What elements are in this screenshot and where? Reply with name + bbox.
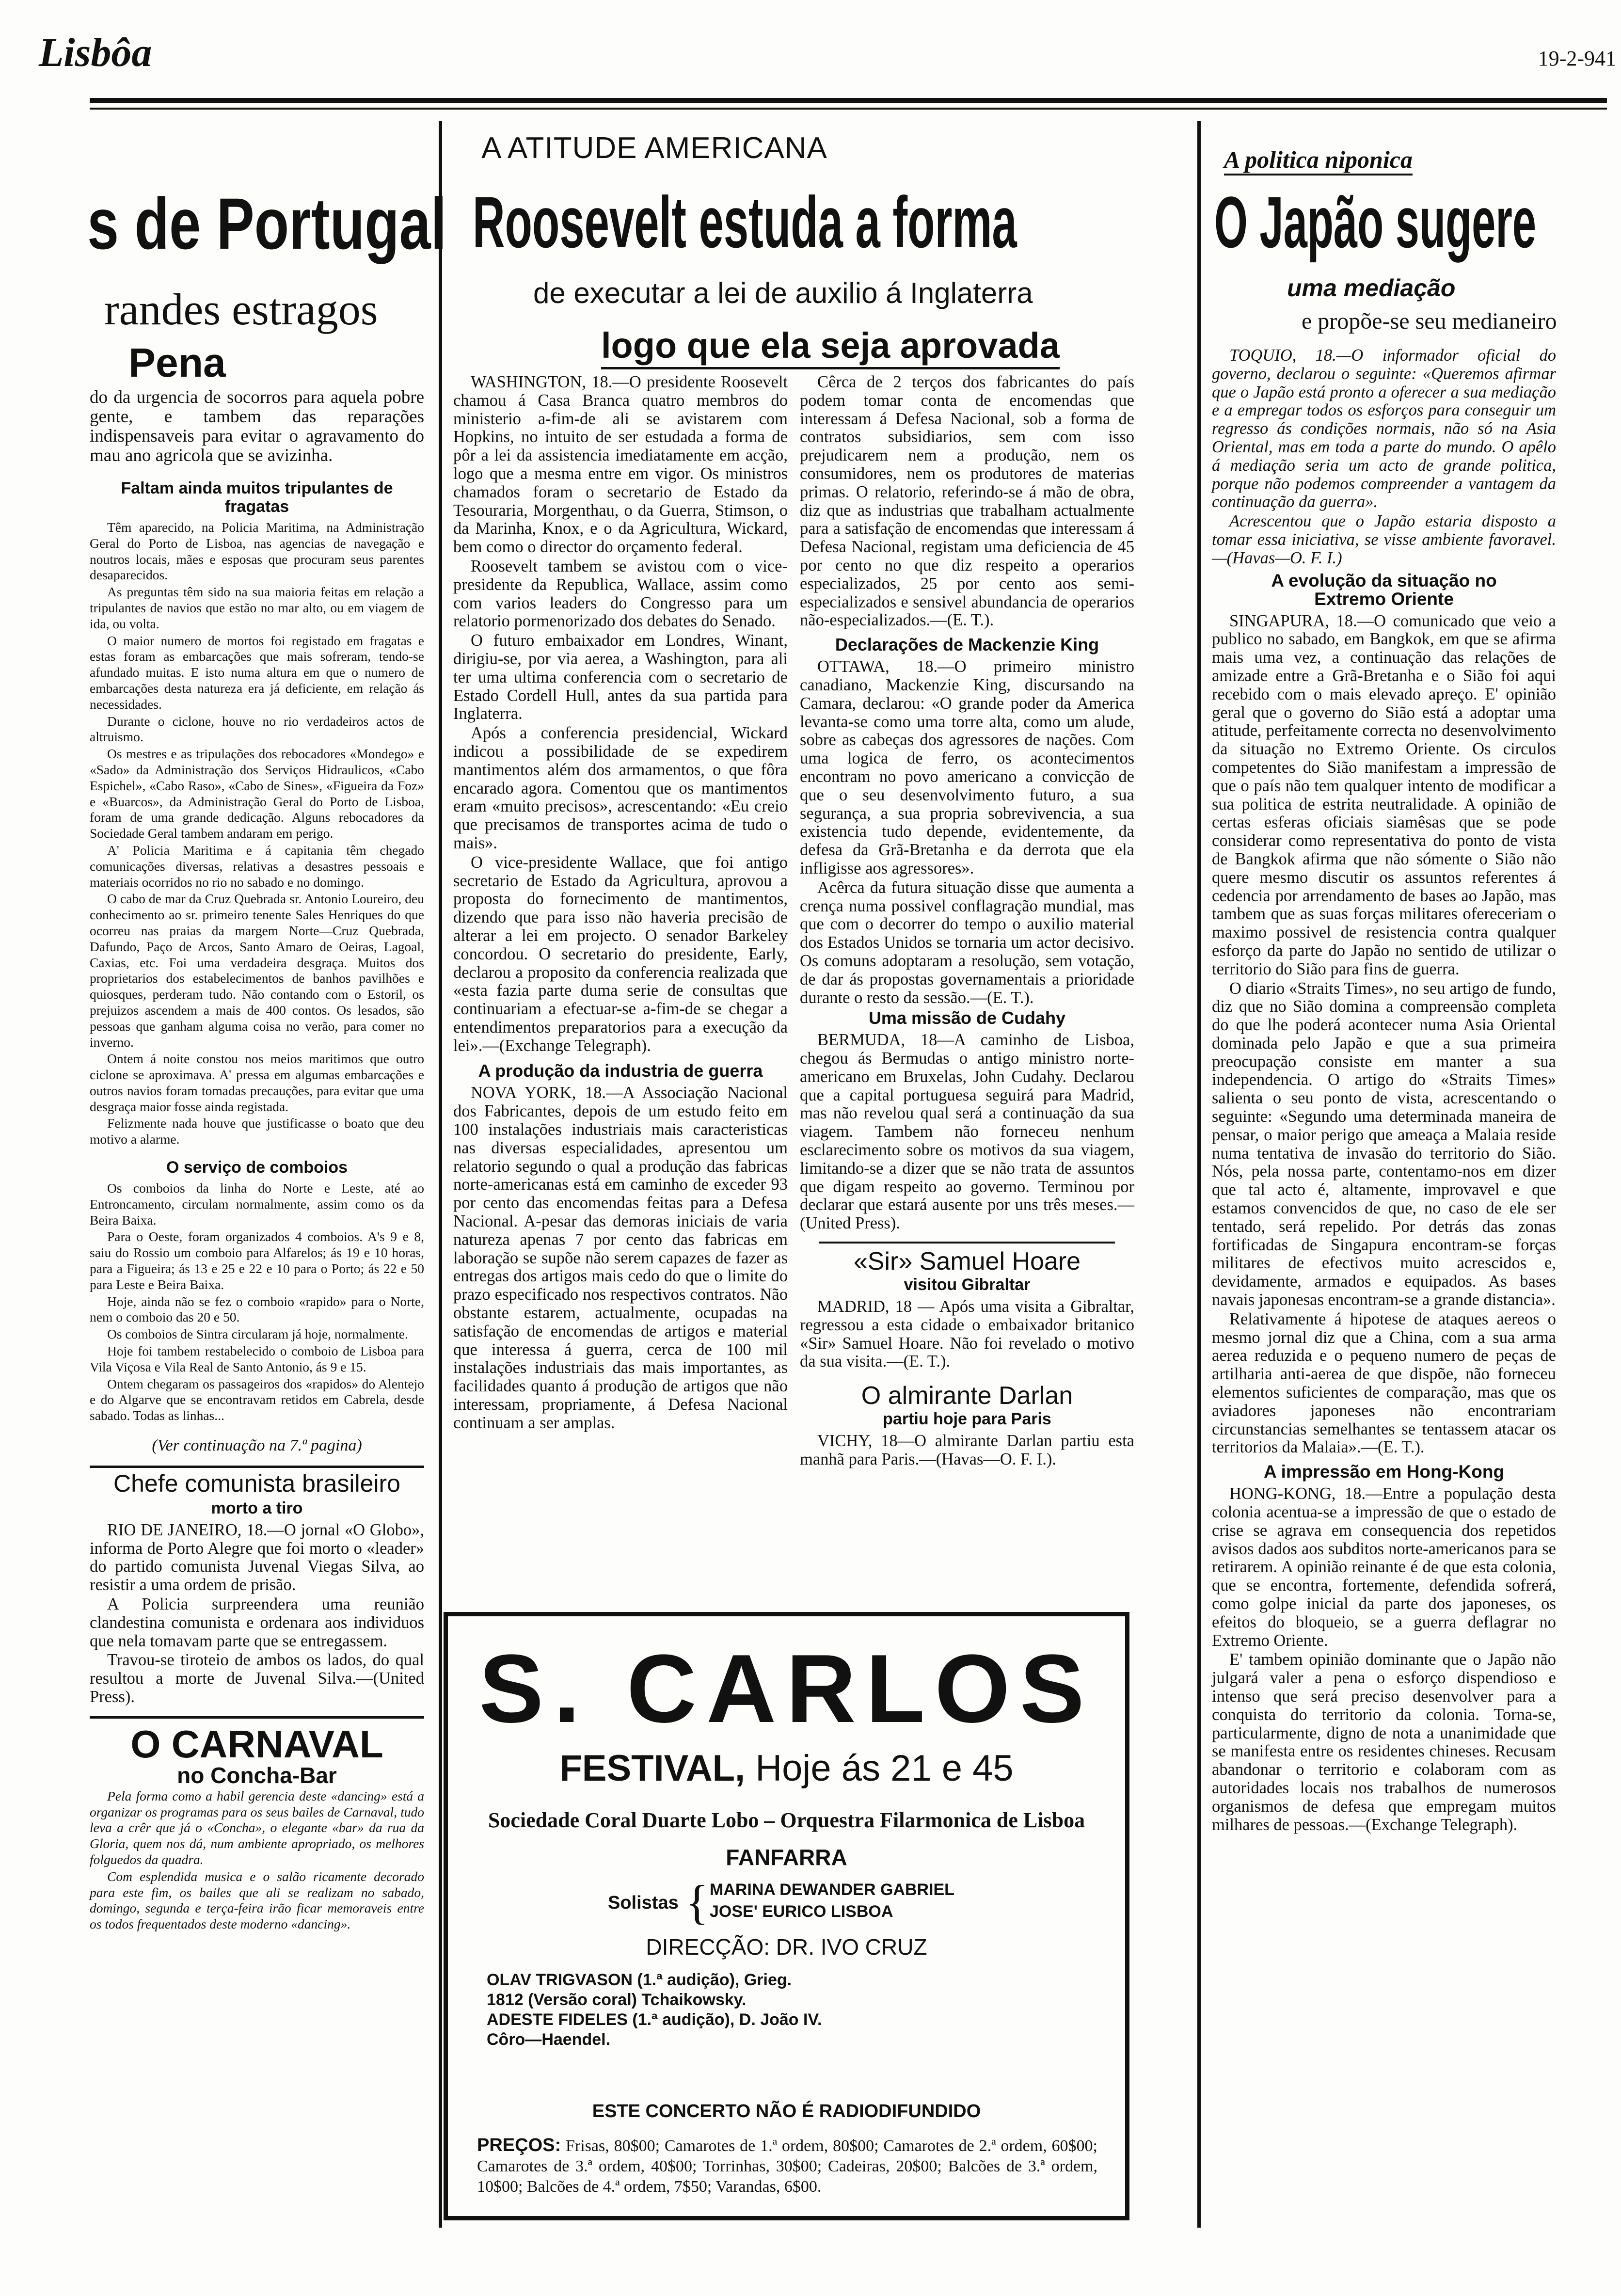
cudahy-title: Uma missão de Cudahy — [868, 1008, 1066, 1028]
ad-ensemble: Sociedade Coral Duarte Lobo – Orquestra Filarmonica de Lisboa — [488, 1808, 1085, 1832]
ad-title: S. CARLOS — [479, 1635, 1094, 1743]
s-carlos-advertisement — [444, 1612, 1129, 2220]
ad-program-item: OLAV TRIGVASON (1.ª audição), Grieg. — [487, 1971, 792, 1989]
left-sec2-p: Os comboios de Sintra circularam já hoje, normalmente. — [107, 1326, 408, 1342]
right-article — [1212, 347, 1556, 1835]
darlan-subtitle: partiu hoje para Paris — [883, 1410, 1051, 1429]
left-lead: do da urgencia de socorros para aquela pobre gente, e tambem das reparações indispensaveis para evitar o agravamento do mau ano agricola que se avizinha. — [90, 387, 424, 465]
ad-festival-line — [448, 1747, 1125, 1789]
left-sec2-title: O serviço de comboios — [166, 1158, 348, 1177]
masthead-date: 19-2-941 — [1538, 47, 1616, 70]
ad-soloist: MARINA DEWANDER GABRIEL — [710, 1881, 954, 1899]
center-b-p: Cêrca de 2 terços dos fabricantes do país podem tomar conta de encomendas que interessam á Defesa Nacional, sob a forma de contratos subsidiarios, sem com isso prejudicarem nem a produção, nem os consumidores, nem os produtores de materias primas. O relatorio, referindo-se á mão de obra, diz que as industrias que trabalham actualmente para a satisfação de encomendas que interessam á Defesa Nacional, registam uma deficiencia de 45 por cento no que diz respeito a operarios especializados, 25 por cento aos semi-especializados e sensivel abundancia de operarios não-especializados.—(E. T.). — [800, 373, 1134, 630]
center-column-a — [453, 373, 788, 1434]
left-article — [90, 388, 424, 1933]
ad-prices-label: PREÇOS: — [477, 2135, 561, 2155]
ad-program — [487, 1970, 822, 2050]
left-sec1-p: As preguntas têm sido na sua maioria feitas em relação a tripulantes de navios que estão no mar alto, ou em viagem de ida, ou volta. — [90, 584, 424, 631]
carnaval-p: Com esplendida musica e o salão ricamente decorado para este fim, os bailes que ali se realizam no sabado, domingo, segunda e terça-feira irão ficar memoraveis entre os todos frequentados deste moderno «dancing». — [90, 1868, 424, 1932]
left-sec1-p: Durante o ciclone, houve no rio verdadeiros actos de altruismo. — [90, 713, 424, 745]
ad-solistas-label: Solistas — [608, 1893, 679, 1913]
chefe-subtitle: morto a tiro — [211, 1499, 303, 1517]
left-headline: s de Portugal — [87, 183, 447, 264]
ad-program-item: ADESTE FIDELES (1.ª audição), D. João IV. — [487, 2010, 822, 2029]
center-column-b — [800, 373, 1134, 1470]
ad-solistas-brace: { — [685, 1875, 709, 1929]
ad-soloist: JOSE' EURICO LISBOA — [710, 1902, 893, 1921]
right-deck-2: e propõe-se seu medianeiro — [1302, 308, 1557, 334]
center-p: O futuro embaixador em Londres, Winant, dirigiu-se, por via aerea, a Washington, para ali ter uma ultima conferencia com o secretario de Estado Cordell Hull, antes da sua partida para Inglaterra. — [453, 631, 788, 723]
hoare-subtitle: visitou Gibraltar — [904, 1276, 1031, 1294]
center-p: Após a conferencia presidencial, Wickard indicou a possibilidade de se expedirem mantimentos além dos armamentos, o que fôra encarado agora. Comentou que os mantimentos eram «muito precisos», acrescentando: «Eu creio que precisamos de transportes acima de tudo o mais». — [453, 724, 788, 852]
ad-program-item: Côro—Haendel. — [487, 2030, 611, 2049]
right-lead-2: Acrescentou que o Japão estaria disposto a tomar essa iniciativa, se visse ambiente favoravel.—(Havas—O. F. I.) — [1212, 512, 1556, 567]
darlan-p: VICHY, 18—O almirante Darlan partiu esta manhã para Paris.—(Havas—O. F. I.). — [800, 1432, 1134, 1469]
ad-direccao: DIRECÇÃO: DR. IVO CRUZ — [646, 1934, 927, 1960]
ad-prices-text: Frisas, 80$00; Camarotes de 1.ª ordem, 80$00; Camarotes de 2.ª ordem, 60$00; Camarotes de 3.ª ordem, 40$00; Torrinhas, 30$00; Cadeiras, 20$00; Balcões de 3.ª ordem, 10$00; Balcões de 4.ª ordem, 7$50; Varandas, 6$00. — [477, 2137, 1098, 2196]
chefe-title: Chefe comunista brasileiro — [113, 1469, 400, 1497]
left-sec1-p: Ontem á noite constou nos meios maritimos que outro ciclone se aproximava. A' pressa em algumas embarcações e outros navios foram tomadas precauções, para evitar que uma desgraça maior fosse ainda registada. — [90, 1051, 424, 1114]
right-deck-1: uma mediação — [1287, 274, 1456, 302]
ad-program-item: 1812 (Versão coral) Tchaikowsky. — [487, 1991, 747, 2009]
left-sec2-p: Hoje foi tambem restabelecido o comboio de Lisboa para Vila Viçosa e Vila Real de Santo Antonio, ás 9 e 15. — [90, 1343, 424, 1374]
center-deck-2: logo que ela seja aprovada — [601, 325, 1060, 369]
right-lead: TOQUIO, 18.—O informador oficial do governo, declarou o seguinte: «Queremos afirmar que o Japão está pronto a oferecer a sua mediação e a empregar todos os esforços para conseguir um regresso ás condições normais, não só na Asia Oriental, mas em toda a parte do mundo. O apêlo á mediação seria um acto de grande politica, porque não podemos compreender a vantagem da continuação da guerra». — [1212, 346, 1556, 511]
center-p: Roosevelt tambem se avistou com o vice-presidente da Republica, Wallace, assim como com varios leaders do Congresso para um relatorio pormenorizado dos debates do Senado. — [453, 557, 788, 631]
top-rule-thin — [90, 108, 1607, 110]
left-divider — [90, 1466, 424, 1468]
hk-p: E' tambem opinião dominante que o Japão não julgará valer a pena o esforço dispendioso e intenso que será preciso desenvolver para a conquista do territorio da colonia. Torna-se, particularmente, digno de nota a unanimidade que se manifesta entre os residentes chineses. Recusam abandonar o territorio e colaboram com as autoridades locais nos trabalhos de numerosos organismos de defesa que empregam muitos milhares de pessoas.—(Exchange Telegraph). — [1212, 1650, 1556, 1834]
center-p: O vice-presidente Wallace, que foi antigo secretario de Estado da Agricultura, aprovou a proposta do fornecimento de mantimentos, dizendo que para isso não haveria precisão de alterar a lei em projecto. O senador Barkeley concordou. O secretario do presidente, Early, declarou a proposito da conferencia realizada que «esta fazia parte duma serie de consultas que continuariam a efectuar-se a-fim-de se chegar a entendimentos preparatorios para a execução da lei».—(Exchange Telegraph). — [453, 853, 788, 1055]
right-headline: O Japão sugere — [1214, 181, 1537, 263]
center-deck-1: de executar a lei de auxilio á Inglaterra — [533, 277, 1033, 309]
left-sec1-p: O cabo de mar da Cruz Quebrada sr. Antonio Loureiro, deu conhecimento ao sr. primeiro tenente Sales Henriques do que ocorreu nas praias da margem Norte—Cruz Quebrada, Dafundo, Paço de Arcos, Santo Amaro de Oeiras, Lagoal, Caxias, etc. Foi uma verdadeira desgraça. Muitos dos proprietarios dos estabelecimentos de banhos pavilhões e quiosques, perderam tudo. Não contando com o Estoril, os prejuizos ascendem a mais de 400 contos. Os lesados, são pessoas que ganham alguma coisa no verão, para comer no inverno. — [90, 891, 424, 1050]
center-divider — [819, 1242, 1115, 1244]
left-sec1-p: Felizmente nada houve que justificasse o boato que deu motivo a alarme. — [90, 1116, 424, 1147]
center-kicker: A ATITUDE AMERICANA — [481, 131, 827, 165]
left-sec2-p: Ontem chegaram os passageiros dos «rapidos» do Alentejo e do Algarve que se encontravam retidos em Cabrela, desde sabado. Todas as linhas... — [90, 1376, 424, 1423]
column-divider-left — [439, 121, 442, 2228]
evol-p: O diario «Straits Times», no seu artigo de fundo, diz que no Sião domina a compreensão completa do que lhe poderá acontecer numa Asia Oriental dominada pelo Japão e que a sua primeira preocupação consiste em manter a sua independencia. O artigo do «Straits Times» salienta o seu ponto de vista, acrescentando o seguinte: «Segundo uma determinada maneira de pensar, o maior perigo que ameaça a Malaia reside numa tentativa de invasão do territorio do Sião. Nós, pela nossa parte, contentamo-nos em dizer que tal acto é, altamente, improvavel e que estamos convencidos de que, no caso de ele ser tentado, será repelido. Por detrás das zonas fortificadas de Singapura encontram-se forças militares de efectivos muito acrescidos e, devidamente, armados e equipados. As bases navais japonesas encontram-se a grande distancia». — [1212, 979, 1556, 1309]
left-sec1-p: Têm aparecido, na Policia Maritima, na Administração Geral do Porto de Lisboa, nas agencias de navegação e noutros locais, mães e esposas que procuram seus parentes desaparecidos. — [90, 520, 424, 583]
hoare-p: MADRID, 18 — Após uma visita a Gibraltar, regressou a esta cidade o embaixador britanico «Sir» Samuel Hoare. Não foi revelado o motivo da sua visita.—(E. T.). — [800, 1297, 1134, 1371]
left-sec1-p: A' Policia Maritima e á capitania têm chegado comunicações diversas, relativas a desastres pessoais e materiais ocorridos no rio no sabado e no domingo. — [90, 842, 424, 890]
hk-title: A impressão em Hong-Kong — [1263, 1462, 1505, 1482]
ad-prices — [477, 2135, 1097, 2197]
column-divider-right — [1197, 121, 1201, 2228]
hk-p: HONG-KONG, 18.—Entre a população desta colonia acentua-se a impressão de que o estado de crise se agrava em consequencia dos repetidos avisos dados aos subditos norte-americanos para se retirarem. A opinião reinante é de que esta colonia, que se encontra, fortemente, defendida sofrerá, como golpe inicial da parte dos japoneses, os efeitos do bloqueio, se a guerra deflagrar no Extremo Oriente. — [1212, 1484, 1556, 1650]
ad-festival: FESTIVAL, — [559, 1748, 746, 1789]
ad-notice: ESTE CONCERTO NÃO É RADIODIFUNDIDO — [592, 2101, 981, 2121]
center-headline: Roosevelt estuda a forma — [473, 181, 1017, 263]
chefe-p: Travou-se tiroteio de ambos os lados, do qual resultou a morte de Juvenal Silva.—(United Press). — [90, 1651, 424, 1706]
left-sec2-p: Hoje, ainda não se fez o comboio «rapido» para o Norte, nem o comboio das 20 e 50. — [90, 1293, 424, 1325]
left-continued: (Ver continuação na 7.ª pagina) — [152, 1436, 362, 1455]
left-divider-2 — [90, 1716, 424, 1719]
cudahy-p: BERMUDA, 18—A caminho de Lisboa, chegou ás Bermudas o antigo ministro norte-americano em Bruxelas, John Cudahy. Declarou que a capital portuguesa seguirá para Madrid, mas não revelou qual será a continuação da sua viagem. Tambem não forneceu nenhum esclarecimento sobre os motivos da sua viagem, limitando-se a dizer que se não trata de assuntos que digam respeito ao governo. Terminou por declarar que estará ausente por uns três meses.—(United Press). — [800, 1031, 1134, 1233]
left-sec2-p: Os comboios da linha do Norte e Leste, até ao Entroncamento, circulam normalmente, assim como os da Beira Baixa. — [90, 1180, 424, 1228]
right-kicker: A politica niponica — [1224, 145, 1413, 175]
king-p: OTTAWA, 18.—O primeiro ministro canadiano, Mackenzie King, discursando na Camara, declarou: «O grande poder da America levanta-se como uma torre alta, como um alude, sobre as cabeças dos agressores de nações. Com uma logica de ferro, os acontecimentos encontram no povo americano a convicção de que o seu desenvolvimento futuro, a sua segurança, a sua propria sobrevivencia, a sua existencia tudo depende, evidentemente, da defesa da Grã-Bretanha e da derrota que ela infligisse aos agressores». — [800, 657, 1134, 877]
left-sec1-title: Faltam ainda muitos tripulantes de fragatas — [121, 479, 393, 516]
king-title: Declarações de Mackenzie King — [835, 635, 1099, 655]
evol-p: Relativamente á hipotese de ataques aereos o mesmo jornal diz que a China, com a sua arma aerea reduzida e o pequeno numero de peças de artilharia anti-aerea de que dispõe, não forneceu elementos suficientes de comparação, mas que os aviadores japoneses não encontrariam circunstancias semelhantes se tentassem atacar os territorios da Malaia».—(E. T.). — [1212, 1309, 1556, 1457]
evol-p: SINGAPURA, 18.—O comunicado que veio a publico no sabado, em Bangkok, em que se afirma mais uma vez, a continuação das relações de amizade entre a Grã-Bretanha e o Sião foi aqui recebido com o mais elevado apreço. E' opinião geral que o governo do Sião está a adoptar uma atitude, perfeitamente correcta no desenvolvimento da situação no Extremo Oriente. Os circulos competentes do Sião manifestam a impressão de que o país não tem qualquer intento de modificar a sua politica de estrita neutralidade. A opinião de certas esferas oficiais siamêsas que se pode considerar como representativa do ponto de vista de Bangkok afirma que não sómente o Sião não quere mesmo discutir os assuntos referentes á cedencia por arrendamento de bases ao Japão, mas tambem que as suas forças militares ofereceriam o maximo possivel de resistencia contra qualquer esforço da parte do Japão no sentido de utilizar o territorio do Sião para fins de guerra. — [1212, 611, 1556, 978]
center-p: WASHINGTON, 18.—O presidente Roosevelt chamou á Casa Branca quatro membros do ministerio a-fim-de ali se avistarem com Hopkins, no intuito de ser estudada a forma de pôr a lei da assistencia imediatamente em acção, logo que a mesma entre em vigor. Os ministros chamados foram o secretario de Estado da Tesouraria, Morgenthau, o da Guerra, Stimson, o da Marinha, Knox, e o da Agricultura, Wickard, bem como o director do orçamento federal. — [453, 373, 788, 557]
left-subhead: randes estragos — [104, 285, 378, 334]
prod-p: NOVA YORK, 18.—A Associação Nacional dos Fabricantes, depois de um estudo feito em 100 instalações industriais mais caracteristicas nas diversas especialidades, apresentou um relatorio segundo o qual a produção das fabricas norte-americanas está em caminho de exceder 93 por cento das encomendas feitas para a Defesa Nacional. A-pesar das demoras iniciais de varia natureza apenas 7 por cento das fabricas em laboração se supõe não serem capazes de fazer as entregas dos artigos mais cedo do que o limite do prazo especificado nos respectivos contratos. Não obstante estarem, actualmente, ocupadas na satisfação de encomendas de artigos e material que interessa á guerra, cerca de 100 mil instalações industriais das mais importantes, as facilidades quanto á produção de artigos que não interessam, propriamente, á Defesa Nacional continuam a ser amplas. — [453, 1084, 788, 1432]
left-sec1-p: O maior numero de mortos foi registado em fragatas e estas foram as embarcações que mais sofreram, tendo-se afundado muitas. E isto numa altura em que o numero de embarcações desta natureza era já deficiente, em relação ás necessidades. — [90, 633, 424, 712]
carnaval-title: O CARNAVAL — [130, 1722, 383, 1766]
darlan-title: O almirante Darlan — [861, 1382, 1073, 1410]
carnaval-subtitle: no Concha-Bar — [177, 1762, 337, 1788]
top-rule-thick — [90, 98, 1607, 103]
left-subhead-2: Pena — [128, 340, 226, 385]
prod-title: A produção da industria de guerra — [478, 1061, 763, 1081]
ad-fanfarra: FANFARRA — [726, 1845, 847, 1870]
carnaval-p: Pela forma como a habil gerencia deste «dancing» está a organizar os programas para os seus bailes de Carnaval, tudo leva a crêr que já o «Concha», o elegante «bar» da rua da Gloria, quem nos dá, num ambiente apropriado, os melhores folguedos da quadra. — [90, 1788, 424, 1867]
left-sec2-p: Para o Oeste, foram organizados 4 comboios. A's 9 e 8, saiu do Rossio um comboio para Alfarelos; ás 19 e 10 horas, para a Figueira; ás 13 e 25 e 22 e 10 para o Porto; ás 22 e 50 para Leste e Beira Baixa. — [90, 1229, 424, 1292]
evol-title: A evolução da situação no Extremo Oriente — [1271, 570, 1497, 609]
left-sec1-p: Os mestres e as tripulações dos rebocadores «Mondego» e «Sado» da Administração dos Serviços Hidraulicos, «Cabo Espichel», «Cabo Raso», «Cabo de Sines», «Figueira da Foz» e «Buarcos», da Administração Geral do Porto de Lisboa, foram de uma grande dedicação. Alguns rebocadores da Sociedade Geral tambem andaram em perigo. — [90, 746, 424, 841]
masthead-title: Lisbôa — [39, 30, 152, 75]
king-p: Acêrca da futura situação disse que aumenta a crença numa possivel conflagração mundial, mas que com o decorrer do tempo o auxilio material dos Estados Unidos se tornaria um actor decisivo. Os comuns adoptaram a resolução, sem votação, de dar ás propostas governamentais a prioridade durante o resto da sessão.—(E. T.). — [800, 878, 1134, 1007]
hoare-title: «Sir» Samuel Hoare — [853, 1247, 1081, 1276]
chefe-p: A Policia surpreendera uma reunião clandestina comunista e ordenara aos individuos que nela tomavam parte que se entregassem. — [90, 1595, 424, 1650]
ad-time: Hoje ás 21 e 45 — [755, 1748, 1014, 1789]
chefe-p: RIO DE JANEIRO, 18.—O jornal «O Globo», informa de Porto Alegre que foi morto o «leader» do partido comunista Juvenal Viegas Silva, ao resistir a uma ordem de prisão. — [90, 1520, 424, 1594]
